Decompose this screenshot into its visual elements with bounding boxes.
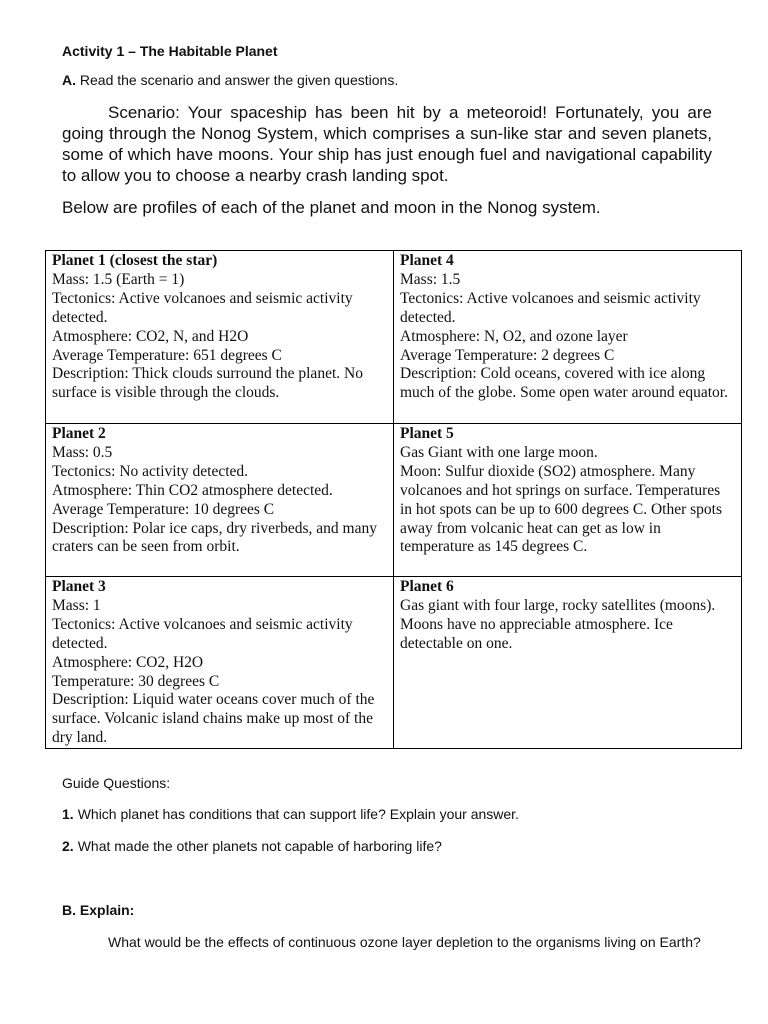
question-2-number: 2. <box>62 838 74 854</box>
planet-4-temperature: Average Temperature: 2 degrees C <box>400 346 615 364</box>
planet-5-cell <box>394 424 742 577</box>
planet-3-cell <box>46 577 394 749</box>
planet-3-temperature: Temperature: 30 degrees C <box>52 672 220 690</box>
planet-4-atmosphere: Atmosphere: N, O2, and ozone layer <box>400 327 628 345</box>
profiles-intro: Below are profiles of each of the planet and moon in the Nonog system. <box>62 198 601 217</box>
planet-1-tectonics: Tectonics: Active volcanoes and seismic activity detected. <box>52 289 353 326</box>
planet-1-mass: Mass: 1.5 (Earth = 1) <box>52 270 185 288</box>
planet-2-temperature: Average Temperature: 10 degrees C <box>52 500 275 518</box>
planet-profiles-table <box>45 250 742 749</box>
table-row <box>46 251 742 424</box>
planet-1-title: Planet 1 (closest the star) <box>52 252 218 269</box>
table-row <box>46 577 742 749</box>
planet-2-cell <box>46 424 394 577</box>
planet-5-moon: Moon: Sulfur dioxide (SO2) atmosphere. Many volcanoes and hot springs on surface. Temperatures in hot spots can be up to 600 degrees C. Other spots away from volcanic heat can get as low in temperature as 145 degrees C. <box>400 462 723 556</box>
guide-questions-label: Guide Questions: <box>62 775 171 791</box>
scenario-paragraph: Scenario: Your spaceship has been hit by a meteoroid! Fortunately, you are going through the Nonog System, which comprises a sun-like star and seven planets, some of which have moons. Your ship has just enough fuel and navigational capability to allow you to choose a nearby crash landing spot. <box>62 103 712 185</box>
planet-2-title: Planet 2 <box>52 425 106 442</box>
planet-3-title: Planet 3 <box>52 578 106 595</box>
planet-4-tectonics: Tectonics: Active volcanoes and seismic activity detected. <box>400 289 701 326</box>
guide-question-2 <box>62 838 442 854</box>
table-row <box>46 424 742 577</box>
planet-6-title: Planet 6 <box>400 578 454 595</box>
planet-2-tectonics: Tectonics: No activity detected. <box>52 462 249 480</box>
planet-5-type: Gas Giant with one large moon. <box>400 443 598 461</box>
planet-6-cell <box>394 577 742 749</box>
part-b-label: B. Explain: <box>62 902 135 918</box>
part-a-instruction <box>62 72 398 88</box>
guide-question-1 <box>62 806 519 822</box>
planet-5-title: Planet 5 <box>400 425 454 442</box>
planet-3-atmosphere: Atmosphere: CO2, H2O <box>52 653 204 671</box>
planet-1-description: Description: Thick clouds surround the planet. No surface is visible through the clouds. <box>52 365 363 402</box>
planet-1-atmosphere: Atmosphere: CO2, N, and H2O <box>52 327 249 345</box>
part-b-question: What would be the effects of continuous ozone layer depletion to the organisms living on Earth? <box>108 934 701 950</box>
planet-3-description: Description: Liquid water oceans cover much of the surface. Volcanic island chains make up most of the dry land. <box>52 691 375 747</box>
planet-3-tectonics: Tectonics: Active volcanoes and seismic activity detected. <box>52 615 353 652</box>
part-a-letter: A. <box>62 72 76 88</box>
question-2-text: What made the other planets not capable of harboring life? <box>77 838 442 854</box>
planet-4-cell <box>394 251 742 424</box>
planet-6-description: Gas giant with four large, rocky satellites (moons). Moons have no appreciable atmosphere. Ice detectable on one. <box>400 596 716 652</box>
planet-1-temperature: Average Temperature: 651 degrees C <box>52 346 282 364</box>
planet-2-mass: Mass: 0.5 <box>52 443 113 461</box>
planet-2-atmosphere: Atmosphere: Thin CO2 atmosphere detected. <box>52 481 333 499</box>
planet-2-description: Description: Polar ice caps, dry riverbeds, and many craters can be seen from orbit. <box>52 519 377 556</box>
planet-4-title: Planet 4 <box>400 252 454 269</box>
planet-3-mass: Mass: 1 <box>52 596 101 614</box>
part-a-text: Read the scenario and answer the given questions. <box>79 72 399 88</box>
question-1-number: 1. <box>62 806 74 822</box>
planet-1-cell <box>46 251 394 424</box>
planet-4-description: Description: Cold oceans, covered with ice along much of the globe. Some open water around equator. <box>400 365 728 402</box>
activity-title: Activity 1 – The Habitable Planet <box>62 43 278 59</box>
question-1-text: Which planet has conditions that can support life? Explain your answer. <box>77 806 519 822</box>
planet-4-mass: Mass: 1.5 <box>400 270 461 288</box>
